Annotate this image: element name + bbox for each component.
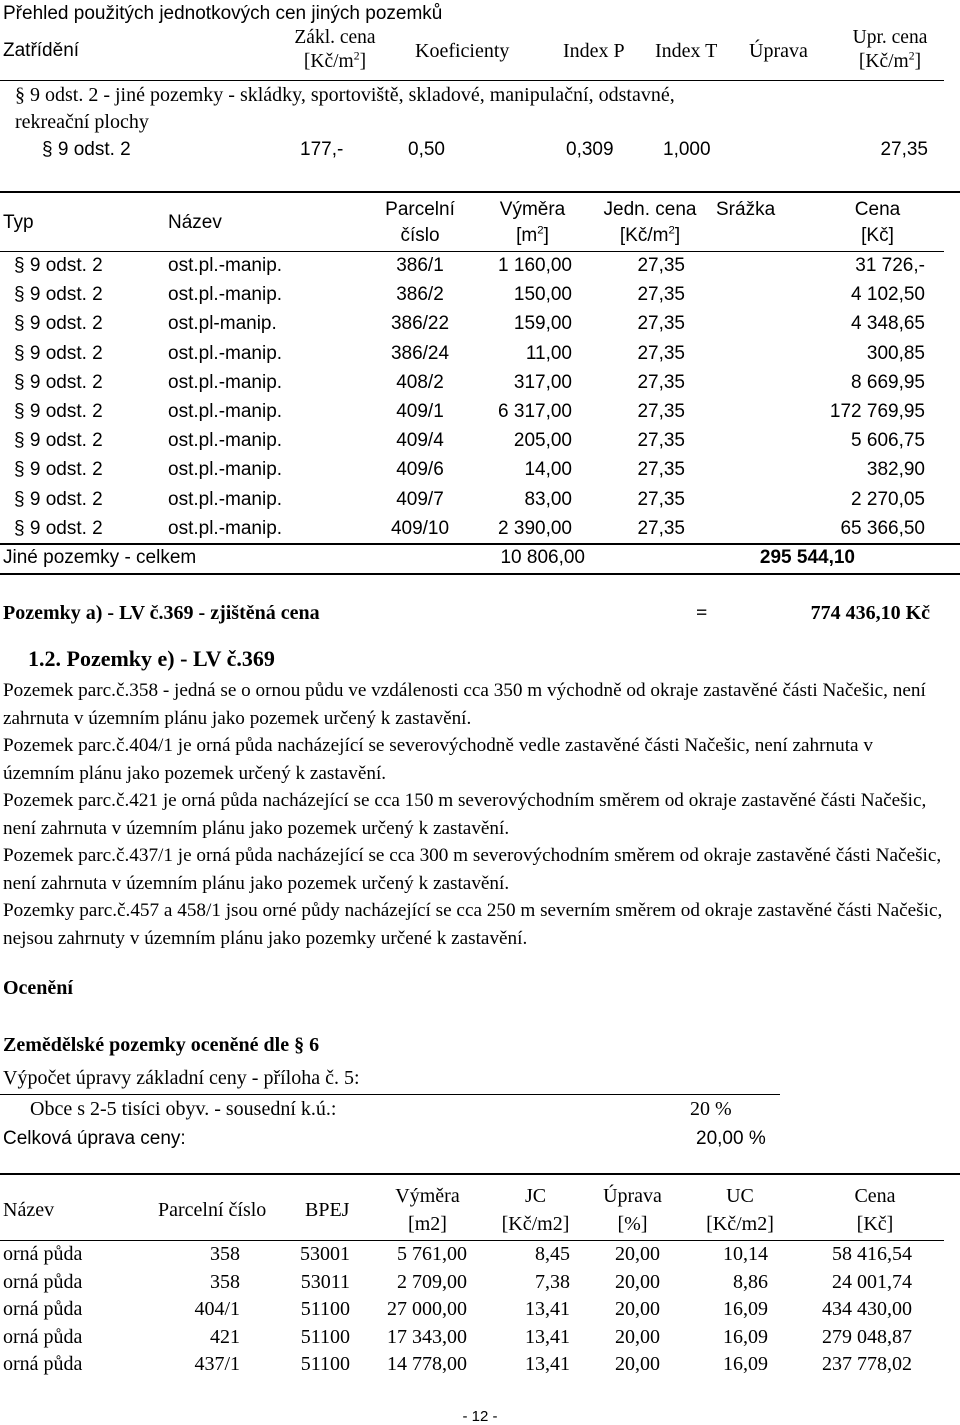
cell-nazev: orná půda	[3, 1270, 83, 1293]
unit-text: [Kč/m	[619, 225, 669, 246]
cell-cena: 58 416,54	[832, 1243, 912, 1265]
paragraph-421: Pozemek parc.č.421 je orná půda nacházející se cca 150 m severovýchodním směrem od okraje zastavěné části Načešic, není zahrnuta v územním plánu jako pozemek určený k zastavění.	[3, 790, 927, 839]
parcel-row	[0, 314, 960, 343]
cell-cena: 279 048,87	[822, 1325, 912, 1348]
vypocet-rule	[0, 1094, 780, 1095]
cell-jc: 13,41	[525, 1325, 570, 1348]
cell-bpej: 51100	[300, 1353, 350, 1375]
parcel-table-total-rule	[0, 543, 960, 545]
cell-vymera: 1 160,00	[498, 255, 572, 276]
cell-uc: 10,14	[723, 1243, 768, 1265]
bottom-table-header-rule	[0, 1240, 944, 1241]
cell-vymera: 2 390,00	[498, 517, 572, 539]
cell-parcela: 409/7	[396, 488, 444, 510]
heading-1-2: 1.2. Pozemky e) - LV č.369	[28, 646, 275, 671]
cell-typ: § 9 odst. 2	[14, 517, 103, 539]
top-row-index-t: 1,000	[663, 139, 711, 160]
header-upr-cena	[830, 28, 950, 71]
cell-uc: 16,09	[723, 1325, 768, 1348]
parcel-table-header-rule	[0, 251, 944, 252]
parcel-row	[0, 460, 960, 489]
cell-parcela: 386/1	[396, 255, 444, 276]
cell-vymera: 5 761,00	[397, 1243, 467, 1265]
bottom-header-nazev: Název	[3, 1199, 55, 1221]
cell-jedn-cena: 27,35	[637, 284, 685, 306]
parcel-header-vymera	[480, 200, 585, 245]
unit-sup: 2	[537, 224, 544, 237]
cell-cena: 5 606,75	[851, 430, 925, 452]
cell-typ: § 9 odst. 2	[14, 342, 103, 364]
header-zakl-cena	[270, 28, 400, 71]
cell-cena: 8 669,95	[851, 371, 925, 393]
bottom-header-jc-1: JC	[524, 1185, 547, 1207]
cell-cena: 172 769,95	[829, 401, 925, 422]
parcel-header-srazka: Srážka	[716, 199, 776, 220]
top-row-index-p: 0,309	[566, 139, 614, 160]
bottom-header-parcelni: Parcelní číslo	[158, 1199, 267, 1221]
cell-uprava: 20,00	[615, 1270, 660, 1293]
cell-vymera: 11,00	[525, 342, 572, 364]
parcel-row	[0, 402, 960, 431]
cell-nazev: ost.pl.-manip.	[168, 371, 283, 393]
top-row-upr-cena: 27,35	[880, 139, 928, 160]
cell-uprava: 20,00	[615, 1298, 660, 1320]
cell-parcela: 409/10	[390, 517, 450, 539]
cell-nazev: ost.pl.-manip.	[168, 401, 283, 422]
bottom-table-top-rule	[0, 1173, 960, 1175]
cell-jc: 13,41	[525, 1353, 570, 1375]
unit-close: ]	[543, 225, 549, 246]
cell-parcela: 386/22	[390, 313, 450, 335]
parcel-row	[0, 373, 960, 402]
heading-zemedelske: Zemědělské pozemky oceněné dle § 6	[3, 1034, 320, 1056]
top-row-zakl-cena: 177,-	[300, 139, 344, 160]
cell-cena: 24 001,74	[832, 1270, 912, 1293]
cell-vymera: 6 317,00	[498, 401, 572, 422]
summary-value: 774 436,10 Kč	[810, 602, 930, 624]
cell-cena: 300,85	[866, 342, 925, 364]
unit-close: ]	[914, 50, 922, 72]
cell-jedn-cena: 27,35	[637, 342, 685, 364]
land-row	[0, 1299, 960, 1328]
cell-jedn-cena: 27,35	[637, 517, 685, 539]
group-line-1: § 9 odst. 2 - jiné pozemky - skládky, sportoviště, skladové, manipulační, odstavné,	[15, 84, 675, 106]
unit-sup: 2	[668, 224, 675, 237]
header-koeficienty: Koeficienty	[415, 40, 510, 62]
cell-nazev: orná půda	[3, 1353, 83, 1375]
cell-vymera: 17 343,00	[387, 1325, 467, 1348]
top-table-header-rule	[0, 80, 944, 81]
cell-vymera: 150,00	[513, 284, 572, 306]
parcel-row	[0, 285, 960, 314]
bottom-header-vymera-2: [m2]	[408, 1213, 447, 1235]
cell-nazev: ost.pl-manip.	[168, 313, 277, 335]
parcel-total-label: Jiné pozemky - celkem	[3, 547, 197, 568]
cell-vymera: 2 709,00	[397, 1270, 467, 1293]
header-upr-cena-line1: Upr. cena	[852, 27, 928, 48]
cell-parcela: 386/2	[396, 284, 444, 306]
cell-jc: 8,45	[535, 1243, 570, 1265]
cell-typ: § 9 odst. 2	[14, 371, 103, 393]
unit-text: [Kč/m	[858, 50, 909, 72]
cell-cena: 31 726,-	[855, 255, 925, 276]
cell-vymera: 27 000,00	[387, 1298, 467, 1320]
cell-cena: 237 778,02	[822, 1353, 912, 1375]
land-row	[0, 1327, 960, 1356]
cell-typ: § 9 odst. 2	[14, 459, 103, 481]
vypocet-label: Výpočet úpravy základní ceny - příloha č. 5:	[3, 1067, 360, 1089]
bottom-header-jc	[488, 1186, 583, 1234]
land-row	[0, 1272, 960, 1301]
parcel-row	[0, 490, 960, 519]
cell-vymera: 317,00	[513, 371, 572, 393]
paragraph-358: Pozemek parc.č.358 - jedná se o ornou půdu ve vzdálenosti cca 350 m východně od okraje zastavěné části Načešic, není zahrnuta v územním plánu jako pozemek určený k zastavění.	[3, 680, 926, 729]
parcel-row	[0, 256, 960, 285]
obce-value: 20 %	[690, 1098, 732, 1120]
cell-jedn-cena: 27,35	[637, 401, 685, 422]
parcel-total-cena: 295 544,10	[759, 547, 855, 568]
obce-label: Obce s 2-5 tisíci obyv. - sousední k.ú.:	[30, 1098, 337, 1120]
paragraph-404-1: Pozemek parc.č.404/1 je orná půda nacházející se severovýchodně vedle zastavěné části Načešic, není zahrnuta v územním plánu jako pozemek určený k zastavění.	[3, 735, 873, 784]
parcel-header-jedn-2	[590, 226, 710, 245]
cell-uc: 16,09	[723, 1298, 768, 1320]
cell-jedn-cena: 27,35	[637, 313, 685, 335]
bottom-header-uc	[690, 1186, 790, 1234]
cell-nazev: orná půda	[3, 1243, 83, 1265]
cell-typ: § 9 odst. 2	[14, 430, 103, 452]
bottom-header-vymera	[370, 1186, 485, 1234]
parcel-table-bottom-rule	[0, 573, 960, 575]
bottom-header-cena	[820, 1186, 930, 1234]
parcel-header-typ: Typ	[3, 212, 34, 233]
cell-nazev: ost.pl.-manip.	[168, 255, 283, 276]
header-index-p: Index P	[563, 40, 625, 62]
unit-close: ]	[674, 225, 681, 246]
unit-sup: 2	[353, 49, 360, 62]
top-row-zatrideni: § 9 odst. 2	[42, 139, 131, 160]
cell-nazev: ost.pl.-manip.	[168, 488, 283, 510]
bottom-header-cena-2: [Kč]	[856, 1213, 894, 1235]
cell-jedn-cena: 27,35	[637, 371, 685, 393]
cell-jedn-cena: 27,35	[637, 459, 685, 481]
header-zakl-cena-line1: Zákl. cena	[294, 27, 376, 48]
cell-typ: § 9 odst. 2	[14, 313, 103, 335]
header-zakl-cena-line2	[270, 49, 400, 72]
unit-text: [Kč/m	[303, 50, 354, 72]
top-row-koeficienty: 0,50	[408, 139, 445, 160]
bottom-header-bpej: BPEJ	[305, 1199, 350, 1221]
bottom-header-jc-2: [Kč/m2]	[501, 1213, 570, 1235]
header-index-t: Index T	[655, 40, 718, 62]
cell-parcela: 409/4	[396, 430, 444, 452]
cell-jc: 7,38	[535, 1270, 570, 1293]
parcel-total-vymera: 10 806,00	[500, 547, 585, 568]
cell-cena: 382,90	[866, 459, 925, 481]
cell-typ: § 9 odst. 2	[14, 488, 103, 510]
parcel-header-vymera-2	[480, 226, 585, 245]
heading-oceneni: Ocenění	[3, 977, 73, 999]
bottom-header-uc-1: UC	[726, 1185, 754, 1207]
header-uprava: Úprava	[749, 40, 808, 62]
cell-uprava: 20,00	[615, 1353, 660, 1375]
cell-cena: 65 366,50	[840, 517, 925, 539]
cell-nazev: orná půda	[3, 1298, 83, 1320]
cell-nazev: ost.pl.-manip.	[168, 430, 283, 452]
cell-cena: 434 430,00	[822, 1298, 912, 1320]
cell-parcela: 408/2	[396, 371, 444, 393]
parcel-table-top-rule	[0, 191, 960, 193]
parcel-header-jedn-cena	[590, 200, 710, 245]
bottom-header-cena-1: Cena	[854, 1185, 896, 1207]
cell-parcela: 409/1	[396, 401, 444, 422]
cell-bpej: 53001	[300, 1243, 350, 1265]
cell-uprava: 20,00	[615, 1243, 660, 1265]
cell-typ: § 9 odst. 2	[14, 401, 103, 422]
bottom-header-uprava	[585, 1186, 680, 1234]
cell-uc: 16,09	[723, 1353, 768, 1375]
cell-nazev: ost.pl.-manip.	[168, 284, 283, 306]
cell-jedn-cena: 27,35	[637, 488, 685, 510]
parcel-header-parcelni	[360, 200, 480, 245]
cell-parcela: 404/1	[194, 1298, 240, 1320]
summary-eq: =	[696, 602, 708, 624]
parcel-header-cena-2: [Kč]	[861, 225, 894, 246]
land-row	[0, 1354, 960, 1383]
cell-jedn-cena: 27,35	[637, 255, 685, 276]
cell-typ: § 9 odst. 2	[14, 255, 103, 276]
unit-close: ]	[359, 50, 367, 72]
cell-parcela: 358	[210, 1270, 240, 1293]
cell-vymera: 205,00	[513, 430, 572, 452]
bottom-header-uprava-1: Úprava	[603, 1185, 662, 1207]
header-zatrideni: Zatřídění	[3, 40, 80, 61]
cell-uc: 8,86	[733, 1270, 768, 1293]
celkova-value: 20,00 %	[696, 1128, 766, 1149]
unit-sup: 2	[908, 49, 915, 62]
paragraph-457: Pozemky parc.č.457 a 458/1 jsou orné půdy nacházející se cca 250 m severním směrem od okraje zastavěné části Načešic, nejsou zahrnuty v územním plánu jako pozemky určené k zastavění.	[3, 900, 943, 949]
cell-parcela: 409/6	[396, 459, 444, 481]
cell-parcela: 437/1	[194, 1353, 240, 1375]
parcel-row	[0, 431, 960, 460]
parcel-header-nazev: Název	[168, 212, 222, 233]
bottom-header-uprava-2: [%]	[617, 1213, 648, 1235]
cell-nazev: ost.pl.-manip.	[168, 342, 283, 364]
cell-vymera: 159,00	[513, 313, 572, 335]
cell-nazev: ost.pl.-manip.	[168, 517, 283, 539]
parcel-row	[0, 344, 960, 373]
cell-vymera: 14,00	[524, 459, 572, 481]
cell-uprava: 20,00	[615, 1325, 660, 1348]
cell-jedn-cena: 27,35	[637, 430, 685, 452]
unit-text: [m	[516, 225, 538, 246]
land-row	[0, 1244, 960, 1273]
parcel-header-jedn-1: Jedn. cena	[603, 199, 697, 220]
bottom-header-uc-2: [Kč/m2]	[706, 1213, 774, 1235]
parcel-header-vymera-1: Výměra	[499, 199, 566, 220]
cell-nazev: ost.pl.-manip.	[168, 459, 283, 481]
cell-parcela: 358	[210, 1243, 240, 1265]
cell-vymera: 83,00	[524, 488, 572, 510]
cell-nazev: orná půda	[3, 1325, 83, 1348]
cell-cena: 4 102,50	[851, 284, 925, 306]
group-line-2: rekreační plochy	[15, 111, 149, 133]
summary-label: Pozemky a) - LV č.369 - zjištěná cena	[3, 602, 320, 624]
cell-jc: 13,41	[525, 1298, 570, 1320]
cell-parcela: 421	[210, 1325, 240, 1348]
header-upr-cena-line2	[830, 49, 950, 72]
bottom-header-vymera-1: Výměra	[395, 1185, 460, 1207]
cell-bpej: 51100	[300, 1325, 350, 1348]
cell-bpej: 53011	[300, 1270, 350, 1293]
parcel-header-cena-1: Cena	[854, 199, 901, 220]
section-title: Přehled použitých jednotkových cen jiných pozemků	[3, 3, 443, 24]
cell-cena: 2 270,05	[851, 488, 925, 510]
parcel-header-cena	[830, 200, 925, 245]
cell-typ: § 9 odst. 2	[14, 284, 103, 306]
cell-parcela: 386/24	[390, 342, 450, 364]
paragraph-437-1: Pozemek parc.č.437/1 je orná půda nacházející se cca 300 m severovýchodním směrem od okraje zastavěné části Načešic, není zahrnuta v územním plánu jako pozemek určený k zastavění.	[3, 845, 942, 894]
cell-bpej: 51100	[300, 1298, 350, 1320]
celkova-label: Celková úprava ceny:	[3, 1128, 186, 1149]
page-number: - 12 -	[462, 1408, 498, 1425]
parcel-header-parcelni-1: Parcelní	[385, 199, 455, 220]
cell-vymera: 14 778,00	[387, 1353, 467, 1375]
cell-cena: 4 348,65	[851, 313, 925, 335]
parcel-header-parcelni-2: číslo	[400, 225, 440, 246]
